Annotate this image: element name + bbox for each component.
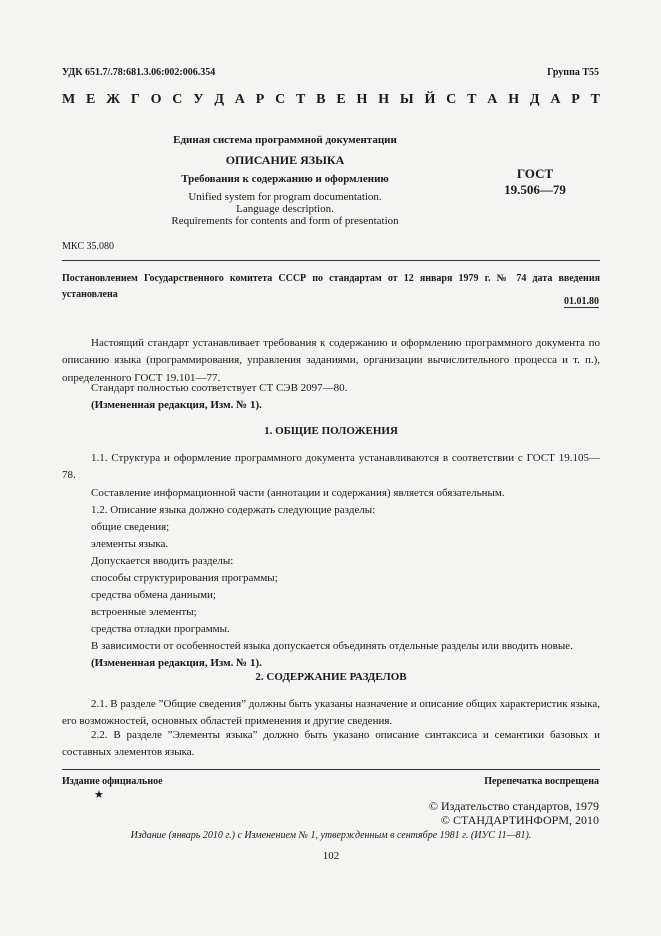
banner-letter: М — [62, 92, 76, 107]
intro-compliance: Стандарт полностью соответствует СТ СЭВ 2097—80. — [91, 382, 348, 394]
list-item: встроенные элементы; — [91, 606, 197, 618]
english-title-2: Language description. — [236, 203, 334, 215]
banner-letter: А — [234, 92, 245, 107]
banner-letter: Г — [130, 92, 140, 107]
banner-letter: Н — [378, 92, 390, 107]
banner-letter: Д — [214, 92, 224, 107]
banner-letter: Д — [529, 92, 540, 107]
copyright-1979: © Издательство стандартов, 1979 — [428, 799, 599, 813]
section-1-p5: В зависимости от особенностей языка допускается объединять отдельные разделы или вводить новые. — [91, 640, 573, 652]
section-1-p1: 1.1. Структура и оформление программного документа устанавливаются в соответствии с ГОСТ 19.105—78. — [62, 452, 600, 482]
document-subtitle: Требования к содержанию и оформлению — [181, 173, 389, 185]
banner-letter: Р — [255, 92, 265, 107]
banner-letter: Ы — [399, 92, 414, 107]
list-item: элементы языка. — [91, 538, 169, 550]
section-2-p2: 2.2. В разделе ”Элементы языка” должно быть указано описание синтаксиса и семантики базовых и составных элементов языка. — [62, 729, 600, 759]
banner-letter: О — [150, 92, 162, 107]
list-item: способы структурирования программы; — [91, 572, 278, 584]
section-1-p2: Составление информационной части (аннотации и содержания) является обязательным. — [91, 487, 505, 499]
decree-text: Постановлением Государственного комитета СССР по стандартам от 12 января 1979 г. № 74 дата введения установлена — [62, 273, 600, 300]
banner-letter: Т — [590, 92, 600, 107]
banner-letter: Е — [86, 92, 96, 107]
english-title-3: Requirements for contents and form of presentation — [171, 215, 399, 227]
banner-letter: С — [275, 92, 286, 107]
section-1-p4: Допускается вводить разделы: — [91, 555, 234, 567]
page-number: 102 — [322, 850, 340, 862]
section-2-p1: 2.1. В разделе ”Общие сведения” должны быть указаны назначение и описание общих характеристик языка, его возможностей, основных областей применения и другие сведения. — [62, 698, 600, 728]
section-1-p3: 1.2. Описание языка должно содержать следующие разделы: — [91, 504, 376, 516]
banner-letter: Т — [296, 92, 306, 107]
divider — [62, 260, 600, 261]
footer-divider — [62, 769, 600, 770]
reprint-notice: Перепечатка воспрещена — [484, 776, 599, 787]
gost-label: ГОСТ — [516, 166, 554, 181]
group-code: Группа Т55 — [547, 67, 599, 78]
banner-letter: В — [316, 92, 326, 107]
banner-letter: Е — [336, 92, 346, 107]
edition-note: Издание (январь 2010 г.) с Изменением № 1, утвержденным в сентябре 1981 г. (ИУС 11—81). — [130, 830, 532, 841]
banner-letter: Р — [571, 92, 580, 107]
banner-letter: Ж — [106, 92, 121, 107]
intro-amendment: (Измененная редакция, Изм. № 1). — [91, 399, 262, 411]
udk-code: УДК 651.7/.78:681.3.06:002:006.354 — [62, 67, 216, 78]
mks-code: МКС 35.080 — [62, 241, 114, 252]
banner-letter: Т — [467, 92, 477, 107]
banner-letter: У — [193, 92, 204, 107]
document-name: ОПИСАНИЕ ЯЗЫКА — [225, 153, 345, 167]
banner-letter: С — [446, 92, 457, 107]
copyright-2010: © СТАНДАРТИНФОРМ, 2010 — [440, 813, 599, 827]
gost-number: 19.506—79 — [504, 182, 566, 197]
interstate-standard-banner — [62, 92, 600, 108]
section-1-amendment: (Измененная редакция, Изм. № 1). — [91, 657, 262, 669]
system-title: Единая система программной документации — [173, 134, 397, 146]
list-item: средства отладки программы. — [91, 623, 230, 635]
list-item: общие сведения; — [91, 521, 170, 533]
banner-letter: Н — [356, 92, 368, 107]
banner-letter: А — [487, 92, 498, 107]
intro-paragraph: Настоящий стандарт устанавливает требования к содержанию и оформлению программного документа по описанию языка (программирования, управления заданиями, организации вычислительного процесса и т. п.), определенного ГОСТ 19.101—77. — [62, 337, 600, 384]
list-item: средства обмена данными; — [91, 589, 216, 601]
banner-letter: С — [172, 92, 183, 107]
banner-letter: Й — [424, 92, 436, 107]
section-1-heading: 1. ОБЩИЕ ПОЛОЖЕНИЯ — [264, 425, 398, 437]
english-title-1: Unified system for program documentation. — [188, 191, 382, 203]
official-edition: Издание официальное — [62, 776, 163, 787]
star-icon: ★ — [94, 789, 104, 801]
section-2-heading: 2. СОДЕРЖАНИЕ РАЗДЕЛОВ — [255, 671, 407, 683]
banner-letter: Н — [508, 92, 520, 107]
decree-date: 01.01.80 — [564, 296, 599, 307]
banner-letter: А — [550, 92, 561, 107]
